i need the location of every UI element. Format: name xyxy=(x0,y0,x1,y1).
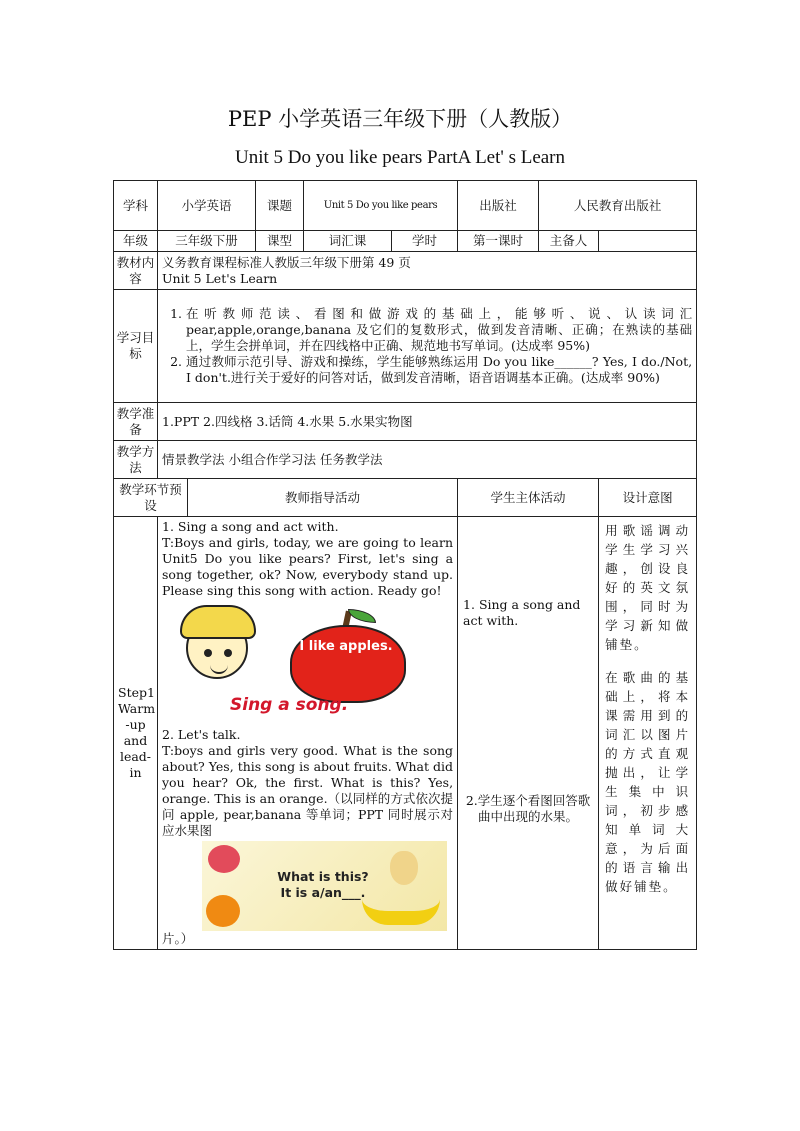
material-line-1: 义务教育课程标准人教版三年级下册第 49 页 xyxy=(162,254,411,270)
orange-fruit-icon xyxy=(206,895,240,927)
preparer-value xyxy=(599,231,697,252)
material-label: 教材内容 xyxy=(114,252,158,290)
material-content xyxy=(158,252,697,290)
publisher-label: 出版社 xyxy=(458,181,539,231)
objectives-row xyxy=(114,290,697,403)
type-value: 词汇课 xyxy=(304,231,392,252)
teacher-activity-2-tail: 片。） xyxy=(162,931,194,946)
banana-fruit-icon xyxy=(362,899,440,925)
teacher-activity-1-body: T:Boys and girls, today, we are going to learn Unit5 Do you like pears? First, let's sing a song together, ok? Now, everybody stand up. Please sing this song with action. Ready go! xyxy=(162,535,454,598)
material-line-2: Unit 5 Let's Learn xyxy=(162,270,278,286)
step1-row xyxy=(114,517,697,950)
design-intent-1: 用歌谣调动学生学习兴趣，创设良好的英文氛围，同时为学习新知做铺垫。 xyxy=(605,523,691,652)
info-row-1 xyxy=(114,181,697,231)
step1-teacher-activity xyxy=(158,517,458,950)
design-intent-2: 在歌曲的基础上，将本课需用到的词汇以图片的方式直观抛出，让学生集中识词，初步感知单词大意，为后面的语言输出做好铺垫。 xyxy=(605,670,691,894)
subject-value: 小学英语 xyxy=(158,181,256,231)
publisher-value: 人民教育出版社 xyxy=(539,181,697,231)
sing-caption: Sing a song. xyxy=(230,695,349,715)
apple-leaf-icon xyxy=(348,609,376,623)
period-label: 学时 xyxy=(392,231,458,252)
grade-value: 三年级下册 xyxy=(158,231,256,252)
fruit-question-text: What is this? It is a/an___. xyxy=(277,869,369,900)
objectives-label: 学习目标 xyxy=(114,290,158,403)
preparation-label: 教学准备 xyxy=(114,403,158,441)
grade-label: 年级 xyxy=(114,231,158,252)
step1-student-activity xyxy=(458,517,599,950)
preparer-label: 主备人 xyxy=(539,231,599,252)
preparation-row xyxy=(114,403,697,441)
type-label: 课型 xyxy=(256,231,304,252)
methods-text: 情景教学法 小组合作学习法 任务教学法 xyxy=(158,441,697,479)
step1-stage: Step1 Warm -up and lead- in xyxy=(114,517,158,950)
sing-a-song-image xyxy=(162,605,453,723)
apple-text: I like apples. xyxy=(299,639,393,654)
methods-row xyxy=(114,441,697,479)
fruit-question-image xyxy=(202,841,447,931)
student-header: 学生主体活动 xyxy=(458,479,599,517)
objectives-content xyxy=(158,290,697,403)
info-row-2 xyxy=(114,231,697,252)
boy-hair-icon xyxy=(180,605,256,639)
apple-icon xyxy=(290,625,406,703)
apple-fruit-icon xyxy=(208,845,240,873)
topic-value: Unit 5 Do you like pears xyxy=(304,181,458,231)
subject-label: 学科 xyxy=(114,181,158,231)
teacher-activity-1-title: 1. Sing a song and act with. xyxy=(162,519,339,534)
stage-header: 教学环节预设 xyxy=(114,479,188,517)
teacher-activity-2-title: 2. Let's talk. xyxy=(162,727,241,742)
preparation-text: 1.PPT 2.四线格 3.话筒 4.水果 5.水果实物图 xyxy=(158,403,697,441)
process-header-row xyxy=(114,479,697,517)
objective-2: 2. 通过教师示范引导、游戏和操练，学生能够熟练运用 Do you like______? Yes, I do./Not, I don't.进行关于爱好的问答对话，做到发音清晰，语音语调基本正确。(达成率 90%) xyxy=(186,354,692,386)
teacher-header: 教师指导活动 xyxy=(188,479,458,517)
lesson-plan-table xyxy=(113,180,697,950)
pear-fruit-icon xyxy=(390,851,418,885)
teacher-activity-2-body: T:boys and girls very good. What is the song about? Yes, this song is about fruits. What did you hear? Ok, the first. What is this? Yes, orange. This is an orange.（以同样的方式依次提问 apple, pear,banana 等单词；PPT 同时展示对应水果图 xyxy=(162,743,454,838)
student-activity-2: 2.学生逐个看图回答歌曲中出现的水果。 xyxy=(465,793,591,824)
page-title: PEP 小学英语三年级下册（人教版） xyxy=(227,107,573,131)
design-header: 设计意图 xyxy=(599,479,697,517)
objectives-list xyxy=(162,306,692,386)
page-subtitle: Unit 5 Do you like pears PartA Let' s Learn xyxy=(234,147,566,168)
step1-design-intent xyxy=(599,517,697,950)
methods-label: 教学方法 xyxy=(114,441,158,479)
student-activity-1: 1. Sing a song and act with. xyxy=(463,597,581,628)
topic-label: 课题 xyxy=(256,181,304,231)
material-row xyxy=(114,252,697,290)
objective-1: 1. 在听教师范读、看图和做游戏的基础上，能够听、说、认读词汇 pear,apple,orange,banana 及它们的复数形式，做到发音清晰、正确；在熟读的基础上，学生会拼单词，并在四线格中正确、规范地书写单词。(达成率 95%) xyxy=(186,306,692,354)
period-value: 第一课时 xyxy=(458,231,539,252)
